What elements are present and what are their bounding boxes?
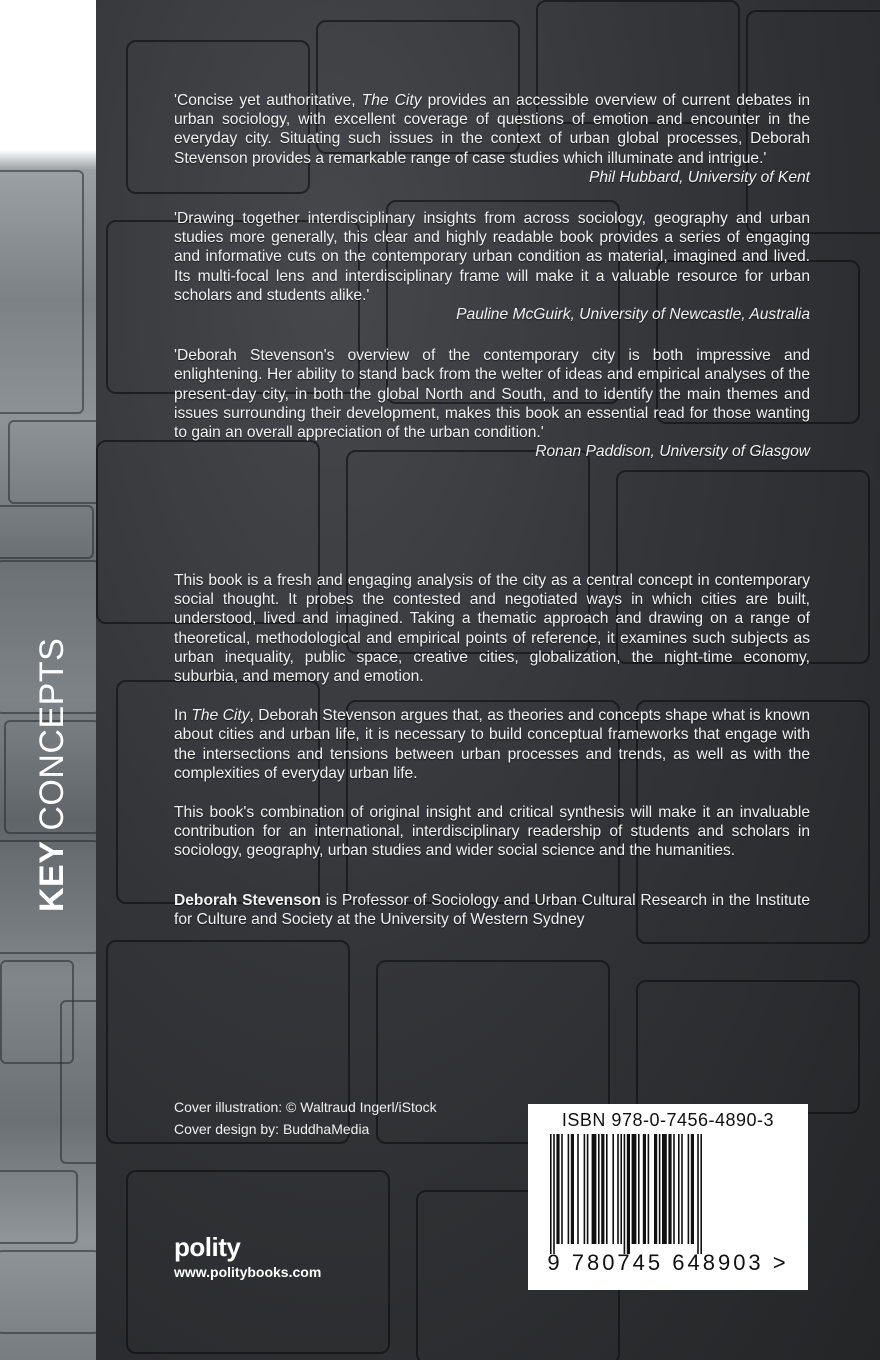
barcode-bar [700, 1134, 702, 1254]
barcode-bar [587, 1134, 589, 1244]
barcode-bar [632, 1134, 637, 1244]
barcode-bar [688, 1134, 690, 1244]
author-bio: Deborah Stevenson is Professor of Sociology and Urban Cultural Research in the Institute for Culture and Society at the University of Western Sydney [174, 891, 810, 928]
barcode-bar [550, 1134, 552, 1254]
barcode-bar [592, 1134, 597, 1244]
barcode-icon [550, 1134, 786, 1254]
barcode-bar [627, 1134, 630, 1254]
barcode-bar [606, 1134, 608, 1244]
endorsements [174, 91, 810, 483]
barcode-bar [697, 1134, 699, 1254]
description-paragraph-1: This book is a fresh and engaging analysis of the city as a central concept in contemporary social thought. It probes the contested and negotiated ways in which cities are built, understood, lived and imagined. Taking a thematic approach and drawing on a range of theoretical, methodological and empirical points of reference, it examines such subjects as urban inequality, public space, creative cities, globalization, the night-time economy, suburbia, and memory and emotion. [174, 572, 810, 686]
endorsement-quote-2: 'Drawing together interdisciplinary insights from across sociology, geography and urban studies more generally, this clear and highly readable book provides a series of engaging and informative cuts on the contemporary urban condition as material, imagined and lived. Its multi-focal lens and interdisciplinary frame will make it a valuable resource for urban scholars and students alike.' [174, 210, 810, 304]
barcode-bar [617, 1134, 619, 1244]
cover-credits [174, 1096, 437, 1140]
barcode-bar [620, 1134, 622, 1244]
book-title-italic: The City [191, 707, 250, 725]
barcode-bar [601, 1134, 604, 1244]
barcode-bar [612, 1134, 614, 1244]
endorsement-attribution-3: Ronan Paddison, University of Glasgow [535, 443, 810, 461]
barcode-bar [648, 1134, 650, 1244]
book-title-italic: The City [361, 92, 422, 109]
series-title-light: CONCEPTS [33, 637, 71, 831]
author-name: Deborah Stevenson [174, 891, 321, 909]
barcode-bar [598, 1134, 600, 1244]
series-title [0, 0, 96, 1360]
isbn-label: ISBN 978-0-7456-4890-3 [561, 1110, 775, 1130]
barcode-bar [624, 1134, 626, 1254]
description-paragraph-3: This book's combination of original insight and critical synthesis will make it an invaluable contribution for an international, interdisciplinary readership of students and scholars in sociology, geography, urban studies and wider social science and the humanities. [174, 804, 810, 860]
barcode-bar [681, 1134, 683, 1244]
barcode-bar [662, 1134, 667, 1244]
barcode-bar [577, 1134, 579, 1244]
endorsement-attribution-1: Phil Hubbard, University of Kent [588, 168, 810, 186]
barcode-bar [654, 1134, 657, 1244]
barcode-bar [568, 1134, 570, 1244]
barcode-bar [678, 1134, 680, 1244]
barcode-bar [659, 1134, 661, 1244]
publisher-url[interactable]: www.politybooks.com [174, 1264, 322, 1280]
publisher-logo [174, 1232, 321, 1282]
isbn-digits: 9 780745 648903 > [547, 1250, 789, 1275]
endorsement-quote-1: 'Concise yet authoritative, The City provides an accessible overview of current debates in urban sociology, with excellent coverage of questions of emotion and encounter in the everyday city. Situating such issues in the context of urban global processes, Deborah Stevenson provides a remarkable range of case studies which illuminate and intrigue.' [174, 92, 811, 167]
barcode-bar [561, 1134, 563, 1244]
barcode-bar [556, 1134, 559, 1244]
design-credit: Cover design by: BuddhaMedia [174, 1121, 370, 1137]
barcode-bar [643, 1134, 646, 1244]
barcode-bar [571, 1134, 574, 1244]
series-title-bold: KEY [33, 840, 71, 912]
description-paragraph-2: In The City, Deborah Stevenson argues that, as theories and concepts shape what is known about cities and urban life, it is necessary to build conceptual frameworks that engage with the intersections and tensions between urban processes and trends, as well as with the complexities of everyday urban life. [174, 707, 810, 782]
endorsement-attribution-2: Pauline McGuirk, University of Newcastle, Australia [456, 306, 810, 324]
illustration-credit: Cover illustration: © Waltraud Ingerl/iStock [174, 1099, 437, 1115]
barcode-bar [638, 1134, 640, 1244]
isbn-barcode-box [528, 1104, 808, 1290]
barcode-bar [673, 1134, 675, 1244]
barcode-bar [691, 1134, 694, 1244]
book-description [174, 571, 810, 949]
publisher-name: polity [174, 1232, 241, 1262]
barcode-bar [668, 1134, 671, 1244]
barcode-bar [553, 1134, 555, 1254]
barcode-bar [584, 1134, 586, 1244]
endorsement-quote-3: 'Deborah Stevenson's overview of the contemporary city is both impressive and enlightening. Her ability to stand back from the welter of ideas and empirical analyses of the present-day city, in both the global North and South, and to identify the main themes and issues surrounding their development, makes this book an essential read for those wanting to gain an overall appreciation of the urban condition.' [174, 347, 810, 442]
